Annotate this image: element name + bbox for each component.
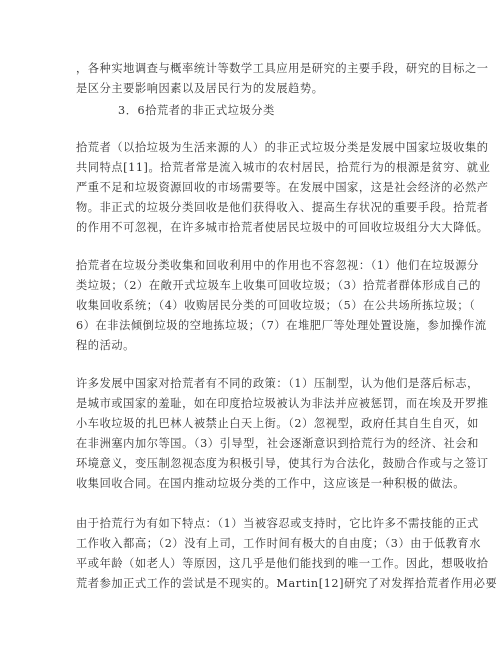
paragraph-line: 类垃圾；（2）在敞开式垃圾车上收集可回收垃圾；（3）拾荒者群体形成自己的 <box>76 279 482 292</box>
paragraph-line: 收集回收合同。在国内推动垃圾分类的工作中，这应该是一种积极的做法。 <box>76 477 465 490</box>
paragraph-line: 拾荒者（以拾垃圾为生活来源的人）的非正式垃圾分类是发展中国家垃圾收集的 <box>76 141 489 154</box>
section-heading: 3．6拾荒者的非正式垃圾分类 <box>118 104 275 117</box>
paragraph-line: 拾荒者在垃圾分类收集和回收利用中的作用也不容忽视：（1）他们在垃圾源分 <box>76 259 479 272</box>
paragraph-line: 在非洲塞内加尔等国。（3）引导型，社会逐渐意识到拾荒行为的经济、社会和 <box>76 437 479 450</box>
paragraph-line: 程的活动。 <box>76 339 135 352</box>
paragraph-line: 环境意义，变压制忽视态度为积极引导，使其行为合法化，鼓励合作或与之签订 <box>76 457 489 470</box>
intro-line-2: 是区分主要影响因素以及居民行为的发展趋势。 <box>76 82 324 95</box>
intro-line-1: ，各种实地调查与概率统计等数学工具应用是研究的主要手段，研究的目标之一 <box>76 62 489 75</box>
paragraph-line: 由于拾荒行为有如下特点：（1）当被容忍或支持时，它比许多不需技能的正式 <box>76 517 479 530</box>
paragraph-line: 荒者参加正式工作的尝试是不现实的。Martin[12]研究了对发挥拾荒者作用必要 <box>76 577 498 590</box>
paragraph-line: 严重不足和垃圾资源回收的市场需要等。在发展中国家，这是社会经济的必然产 <box>76 181 489 194</box>
paragraph-line: 是城市或国家的羞耻，如在印度拾垃圾被认为非法并应被惩罚，而在埃及开罗推 <box>76 397 489 410</box>
paragraph-line: 小车收垃圾的扎巴林人被禁止白天上街。（2）忽视型，政府任其自生自灭，如 <box>76 417 479 430</box>
paragraph-line: 物。非正式的垃圾分类回收是他们获得收入、提高生存状况的重要手段。拾荒者 <box>76 201 489 214</box>
paragraph-line: 平或年龄（如老人）等原因，这几乎是他们能找到的唯一工作。因此，想吸收拾 <box>76 557 489 570</box>
paragraph-line: 共同特点[11]。拾荒者常是流入城市的农村居民，拾荒行为的根源是贫穷、就业 <box>76 161 491 174</box>
paragraph-line: 工作收入都高；（2）没有上司，工作时间有极大的自由度；（3）由于低教育水 <box>76 537 482 550</box>
paragraph-line: 的作用不可忽视，在许多城市拾荒者使居民垃圾中的可回收垃圾组分大大降低。 <box>76 221 489 234</box>
paragraph-line: 6）在非法倾倒垃圾的空地拣垃圾；（7）在堆肥厂等处理处置设施，参加操作流 <box>76 319 487 332</box>
paragraph-line: 许多发展中国家对拾荒者有不同的政策：（1）压制型，认为他们是落后标志， <box>76 377 479 390</box>
paragraph-line: 收集回收系统；（4）收购居民分类的可回收垃圾；（5）在公共场所拣垃圾；（ <box>76 299 476 312</box>
